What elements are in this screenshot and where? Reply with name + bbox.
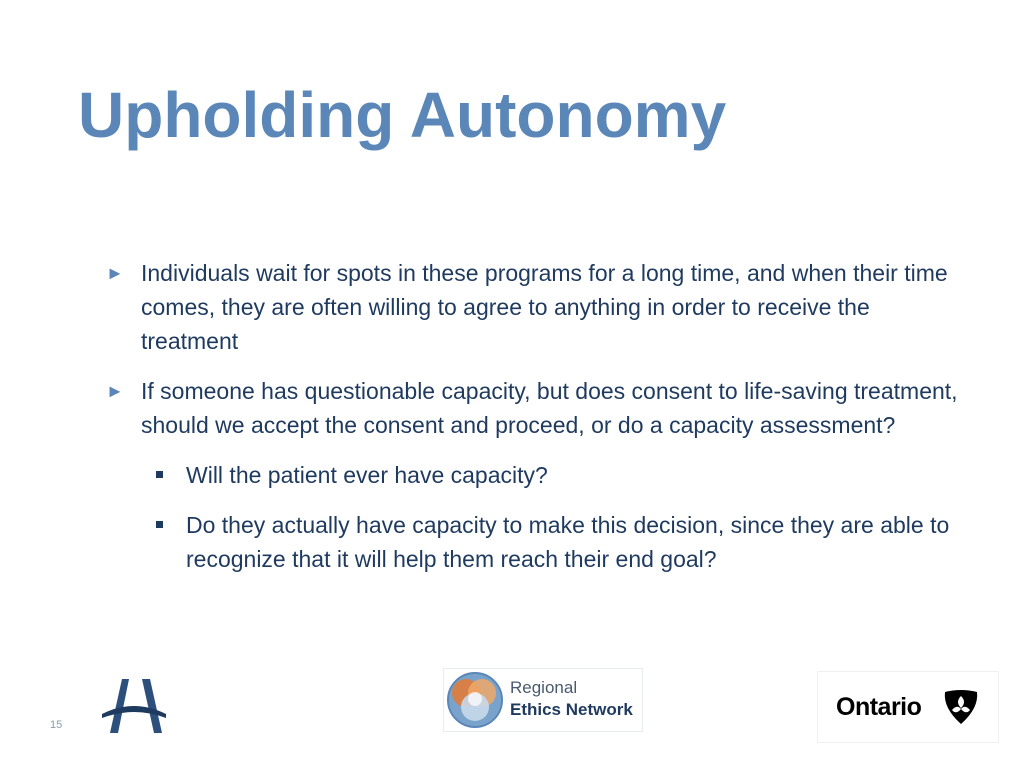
sub-bullet-item	[100, 508, 960, 576]
page-number: 15	[50, 719, 63, 731]
sub-bullet-text: Will the patient ever have capacity?	[186, 462, 548, 488]
regional-ethics-network-icon	[446, 671, 504, 729]
bullet-item	[100, 374, 960, 442]
square-bullet-icon	[156, 521, 163, 528]
bullet-list	[100, 256, 960, 592]
slide-title: Upholding Autonomy	[78, 79, 727, 151]
ren-logo-line1: Regional	[510, 678, 578, 697]
square-bullet-icon	[156, 471, 163, 478]
ontario-wordmark: Ontario	[836, 693, 922, 721]
ren-logo-line2: Ethics Network	[510, 700, 633, 719]
bullet-item	[100, 256, 960, 358]
sub-bullet-item	[100, 458, 960, 492]
regional-ethics-network-logo	[443, 668, 643, 732]
trillium-icon	[941, 688, 981, 726]
bullet-text: If someone has questionable capacity, but does consent to life-saving treatment, should we accept the consent and proceed, or do a capacity assessment?	[141, 378, 958, 438]
arrow-bullet-icon: ►	[106, 263, 124, 283]
arch-logo-icon	[100, 676, 170, 736]
bullet-text: Individuals wait for spots in these programs for a long time, and when their time comes, they are often willing to agree to anything in order to receive the treatment	[141, 260, 948, 354]
arrow-bullet-icon: ►	[106, 381, 124, 401]
sub-bullet-text: Do they actually have capacity to make this decision, since they are able to recognize that it will help them reach their end goal?	[186, 512, 950, 572]
ontario-logo	[817, 671, 999, 743]
